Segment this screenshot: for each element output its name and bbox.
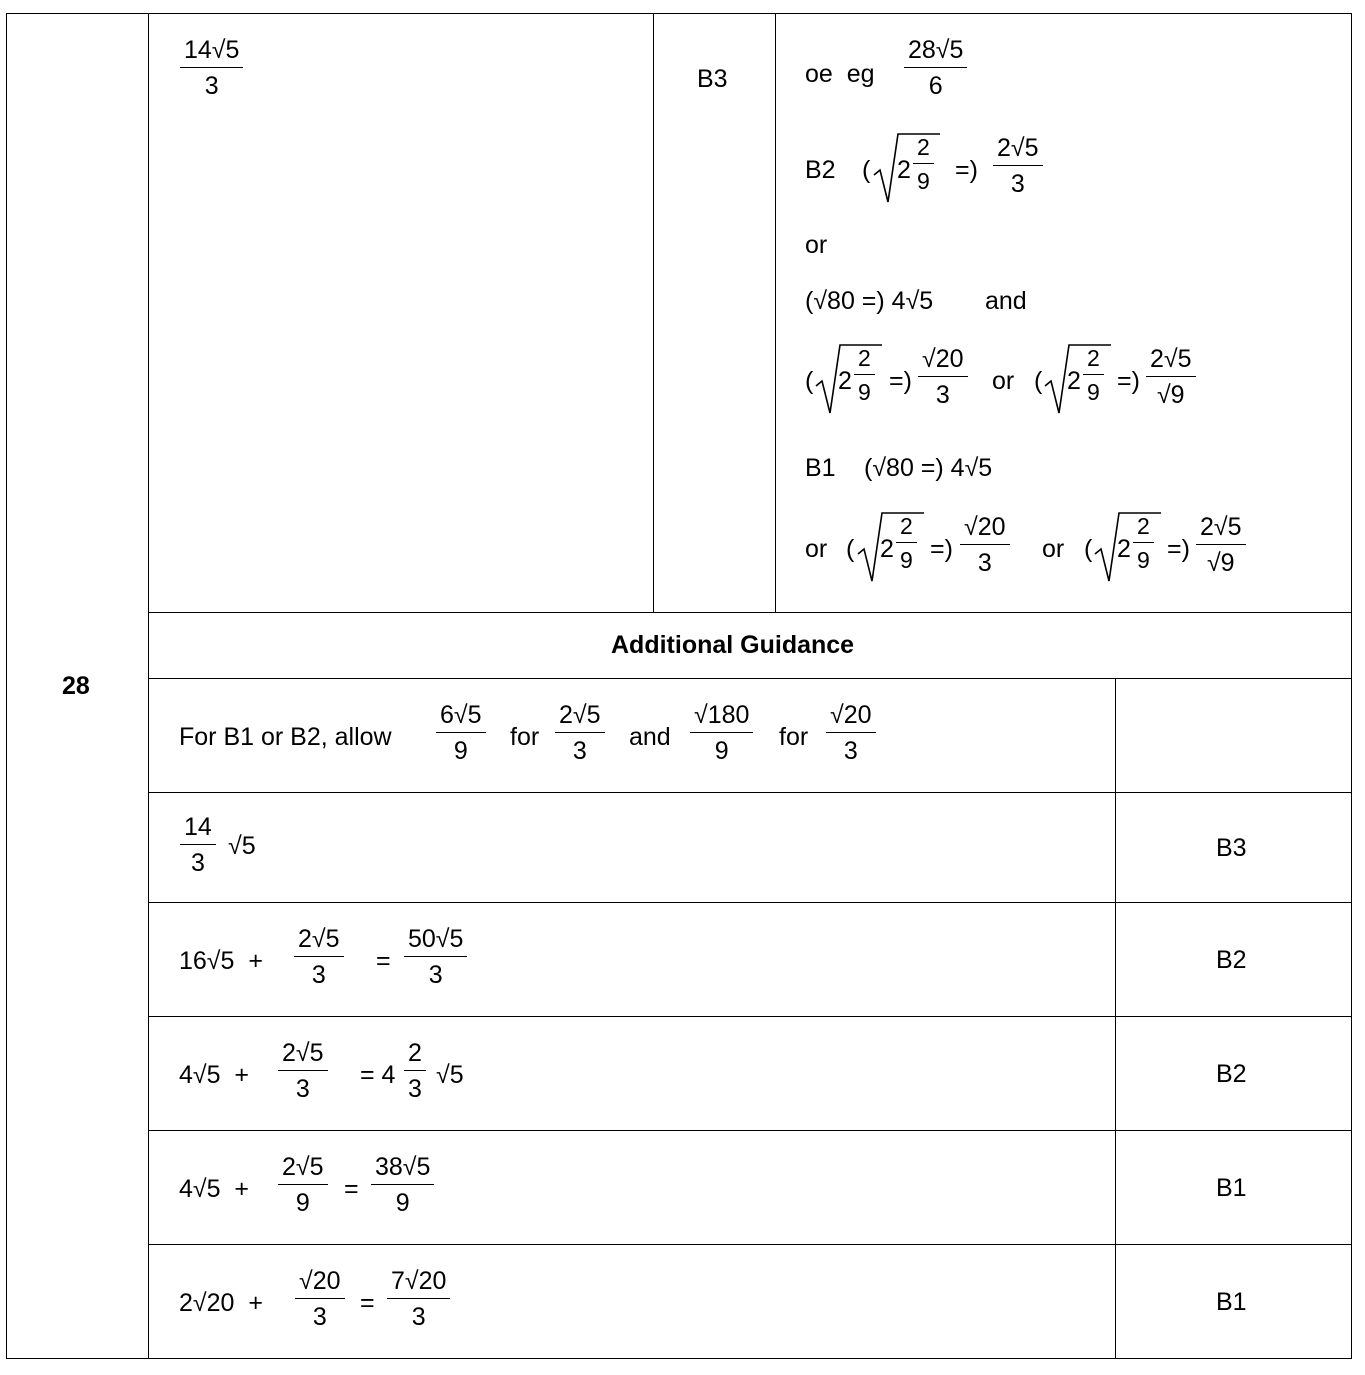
equals-paren: =) <box>889 367 912 395</box>
equals-paren: =) <box>955 156 978 184</box>
r2-fraction-1 <box>294 927 344 988</box>
row7a-result-fraction <box>960 515 1010 576</box>
guidance-row-mark: B1 <box>1216 1288 1247 1316</box>
row7a-den: 9 <box>900 547 913 573</box>
r5-f1-den: 3 <box>312 1303 327 1331</box>
r2-f2-num: 50√5 <box>404 927 467 957</box>
row5b-whole: 2 <box>1067 367 1081 395</box>
guidance-row-divider <box>148 1016 1352 1017</box>
r4-fraction-2 <box>371 1155 434 1216</box>
r5-equals: = <box>360 1289 375 1317</box>
r4-f2-num: 38√5 <box>371 1155 434 1185</box>
open-paren: ( <box>846 535 855 563</box>
guidance-row-divider <box>148 902 1352 903</box>
row7a-rden: 3 <box>977 549 992 577</box>
r1-fraction <box>180 815 216 876</box>
r2-equals: = <box>376 947 391 975</box>
allow-f1-den: 9 <box>453 737 468 765</box>
or-label: or <box>805 535 828 563</box>
guidance-heading-bottom <box>148 678 1352 679</box>
r2-fraction-2 <box>404 927 467 988</box>
equals-paren: =) <box>930 535 953 563</box>
allow-fraction-1 <box>436 703 486 764</box>
and-label: and <box>985 287 1027 315</box>
r3-f1-den: 3 <box>295 1075 310 1103</box>
allow-f2-den: 3 <box>572 737 587 765</box>
r5-f2-num: 7√20 <box>387 1269 450 1299</box>
r4-equals: = <box>344 1175 359 1203</box>
row7a-mixed-fraction <box>896 515 917 572</box>
or-label: or <box>1042 535 1065 563</box>
guidance-heading-top <box>148 612 1352 613</box>
guidance-row-mark: B2 <box>1216 946 1247 974</box>
and-label: and <box>629 723 671 751</box>
r5-lead: 2√20 + <box>179 1289 263 1317</box>
or-label: or <box>805 231 828 259</box>
row7b-whole: 2 <box>1117 535 1131 563</box>
guidance-row-mark: B2 <box>1216 1060 1247 1088</box>
r4-f1-den: 9 <box>295 1189 310 1217</box>
row5b-rnum: 2√5 <box>1146 347 1196 377</box>
b1-label: B1 <box>805 454 836 482</box>
question-number: 28 <box>62 672 90 700</box>
oe-eg-label: oe eg <box>805 60 875 88</box>
row5a-rnum: √20 <box>918 347 968 377</box>
r3-mixed-fraction <box>404 1041 426 1102</box>
r3-mixed-den: 3 <box>408 1075 422 1103</box>
b2-label: B2 <box>805 156 836 184</box>
allow-fraction-2 <box>555 703 605 764</box>
r2-lead: 16√5 + <box>179 947 263 975</box>
b2-result-num: 2√5 <box>993 136 1043 166</box>
r3-equals: = 4 <box>360 1061 396 1089</box>
r4-fraction-1 <box>278 1155 328 1216</box>
open-paren: ( <box>1084 535 1093 563</box>
sqrt80-expression: (√80 =) 4√5 <box>805 287 934 315</box>
answer-numerator: 14√5 <box>180 38 243 68</box>
for-label: for <box>779 723 809 751</box>
guidance-mark-column-border <box>1115 678 1116 1359</box>
allow-f2-num: 2√5 <box>555 703 605 733</box>
allow-f3-den: 9 <box>714 737 729 765</box>
guidance-heading: Additional Guidance <box>611 631 855 659</box>
r1-num: 14 <box>180 815 216 845</box>
guidance-row-divider <box>148 792 1352 793</box>
row5b-rden: √9 <box>1156 381 1185 409</box>
equals-paren: =) <box>1117 367 1140 395</box>
table-top-border <box>6 13 1352 14</box>
row5a-num: 2 <box>854 347 875 375</box>
equals-paren: =) <box>1167 535 1190 563</box>
allow-fraction-3 <box>690 703 753 764</box>
b2-result-fraction <box>993 136 1043 197</box>
row7a-num: 2 <box>896 515 917 543</box>
row7b-rden: √9 <box>1206 549 1235 577</box>
oe-eg-denominator: 6 <box>928 72 943 100</box>
r5-f2-den: 3 <box>411 1303 426 1331</box>
guidance-row-mark: B1 <box>1216 1174 1247 1202</box>
r5-fraction-1 <box>295 1269 345 1330</box>
r1-tail: √5 <box>228 832 256 860</box>
row7b-num: 2 <box>1133 515 1154 543</box>
b2-mixed-num: 2 <box>913 136 934 164</box>
allow-f4-den: 3 <box>843 737 858 765</box>
b1-expression: (√80 =) 4√5 <box>864 454 993 482</box>
row5a-den: 9 <box>858 379 871 405</box>
r3-lead: 4√5 + <box>179 1061 250 1089</box>
guidance-row-divider <box>148 1130 1352 1131</box>
table-left-border <box>6 13 7 1359</box>
row7b-result-fraction <box>1196 515 1246 576</box>
row5a-mixed-fraction <box>854 347 875 404</box>
guidance-row-mark: B3 <box>1216 834 1247 862</box>
allow-fraction-4 <box>826 703 876 764</box>
row5b-num: 2 <box>1083 347 1104 375</box>
r2-f1-num: 2√5 <box>294 927 344 957</box>
row5a-rden: 3 <box>935 381 950 409</box>
b2-mixed-fraction <box>913 136 934 193</box>
r3-mixed-num: 2 <box>404 1041 426 1071</box>
r5-f1-num: √20 <box>295 1269 345 1299</box>
r2-f2-den: 3 <box>428 961 443 989</box>
allow-f1-num: 6√5 <box>436 703 486 733</box>
or-label: or <box>992 367 1015 395</box>
row7b-mixed-fraction <box>1133 515 1154 572</box>
allow-f3-num: √180 <box>690 703 753 733</box>
r1-den: 3 <box>190 849 205 877</box>
table-right-border <box>1351 13 1352 1359</box>
r5-fraction-2 <box>387 1269 450 1330</box>
b2-result-den: 3 <box>1010 170 1025 198</box>
open-paren: ( <box>862 156 871 184</box>
row5b-den: 9 <box>1087 379 1100 405</box>
mark-value: B3 <box>697 65 728 93</box>
r3-fraction-1 <box>278 1041 328 1102</box>
row7a-rnum: √20 <box>960 515 1010 545</box>
oe-eg-numerator: 28√5 <box>904 38 967 68</box>
b2-mixed-whole: 2 <box>897 156 911 184</box>
r2-f1-den: 3 <box>311 961 326 989</box>
r3-tail: √5 <box>436 1061 464 1089</box>
row7b-rnum: 2√5 <box>1196 515 1246 545</box>
answer-column-border <box>653 13 654 612</box>
for-label: for <box>510 723 540 751</box>
allow-text: For B1 or B2, allow <box>179 723 392 751</box>
open-paren: ( <box>805 367 814 395</box>
qnum-column-border <box>148 13 149 1359</box>
row5b-mixed-fraction <box>1083 347 1104 404</box>
row7b-den: 9 <box>1137 547 1150 573</box>
oe-eg-fraction <box>904 38 967 99</box>
row5a-result-fraction <box>918 347 968 408</box>
r3-f1-num: 2√5 <box>278 1041 328 1071</box>
r4-f2-den: 9 <box>395 1189 410 1217</box>
answer-denominator: 3 <box>204 72 219 100</box>
allow-f4-num: √20 <box>826 703 876 733</box>
b2-mixed-den: 9 <box>917 168 930 194</box>
table-bottom-border <box>6 1358 1352 1359</box>
answer-fraction <box>180 38 243 99</box>
row7a-whole: 2 <box>880 535 894 563</box>
mark-column-border <box>775 13 776 612</box>
row5a-whole: 2 <box>838 367 852 395</box>
r4-f1-num: 2√5 <box>278 1155 328 1185</box>
open-paren: ( <box>1034 367 1043 395</box>
row5b-result-fraction <box>1146 347 1196 408</box>
r4-lead: 4√5 + <box>179 1175 250 1203</box>
guidance-row-divider <box>148 1244 1352 1245</box>
